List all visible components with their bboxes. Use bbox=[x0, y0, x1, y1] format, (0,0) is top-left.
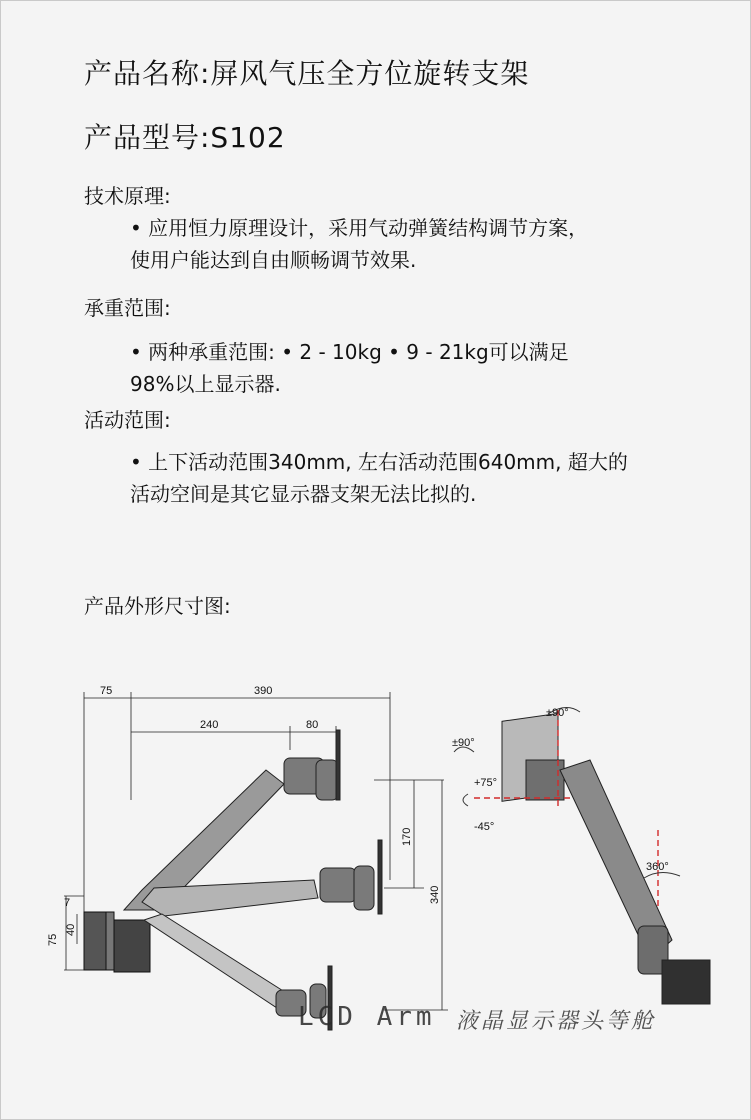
tech-principle-line-2: 使用户能达到自由顺畅调节效果. bbox=[130, 248, 417, 272]
movement-range-line-1: • 上下活动范围340mm, 左右活动范围640mm, 超大的 bbox=[130, 450, 628, 474]
dim-40: 40 bbox=[65, 923, 77, 936]
watermark-chinese: 液晶显示器头等舱 bbox=[456, 1009, 657, 1034]
desk-clamp bbox=[84, 912, 150, 972]
label-tilt-down: -45° bbox=[474, 821, 495, 833]
watermark-lcd-arm: LCD Arm bbox=[298, 1002, 436, 1032]
tech-principle-text bbox=[130, 212, 690, 276]
label-top-rotation: ±90° bbox=[546, 707, 569, 719]
rotation-arrows bbox=[454, 707, 680, 878]
dim-170: 170 bbox=[401, 827, 413, 846]
load-range-line-1: • 两种承重范围: • 2 - 10kg • 9 - 21kg可以满足 bbox=[130, 340, 569, 364]
movement-range-heading: 活动范围: bbox=[84, 408, 171, 432]
vesa-plate bbox=[502, 713, 564, 801]
movement-range-text bbox=[130, 446, 690, 510]
load-range-text bbox=[130, 336, 650, 400]
monitor-heads bbox=[276, 730, 382, 1030]
movement-range-line-2: 活动空间是其它显示器支架无法比拟的. bbox=[130, 482, 477, 506]
label-tilt-up: +75° bbox=[474, 777, 498, 789]
arm-body bbox=[560, 760, 710, 1004]
dim-390: 390 bbox=[254, 685, 273, 697]
load-range-line-2: 98%以上显示器. bbox=[130, 372, 281, 396]
dim-75-side: 75 bbox=[47, 933, 59, 946]
arm-positions bbox=[124, 770, 318, 1010]
dim-340: 340 bbox=[429, 885, 441, 904]
product-name: 产品名称:屏风气压全方位旋转支架 bbox=[84, 57, 530, 90]
label-side-rotation: ±90° bbox=[452, 737, 475, 749]
product-model: 产品型号:S102 bbox=[84, 121, 286, 154]
load-range-heading: 承重范围: bbox=[84, 296, 171, 320]
label-base-rotation: 360° bbox=[646, 861, 669, 873]
tech-principle-line-1: • 应用恒力原理设计，采用气动弹簧结构调节方案， bbox=[130, 216, 589, 240]
dimension-title: 产品外形尺寸图: bbox=[84, 594, 231, 618]
dim-80: 80 bbox=[306, 719, 319, 731]
dim-240: 240 bbox=[200, 719, 219, 731]
dim-75-top: 75 bbox=[100, 685, 113, 697]
tech-principle-heading: 技术原理: bbox=[84, 184, 171, 208]
dim-7: 7 bbox=[64, 897, 71, 909]
